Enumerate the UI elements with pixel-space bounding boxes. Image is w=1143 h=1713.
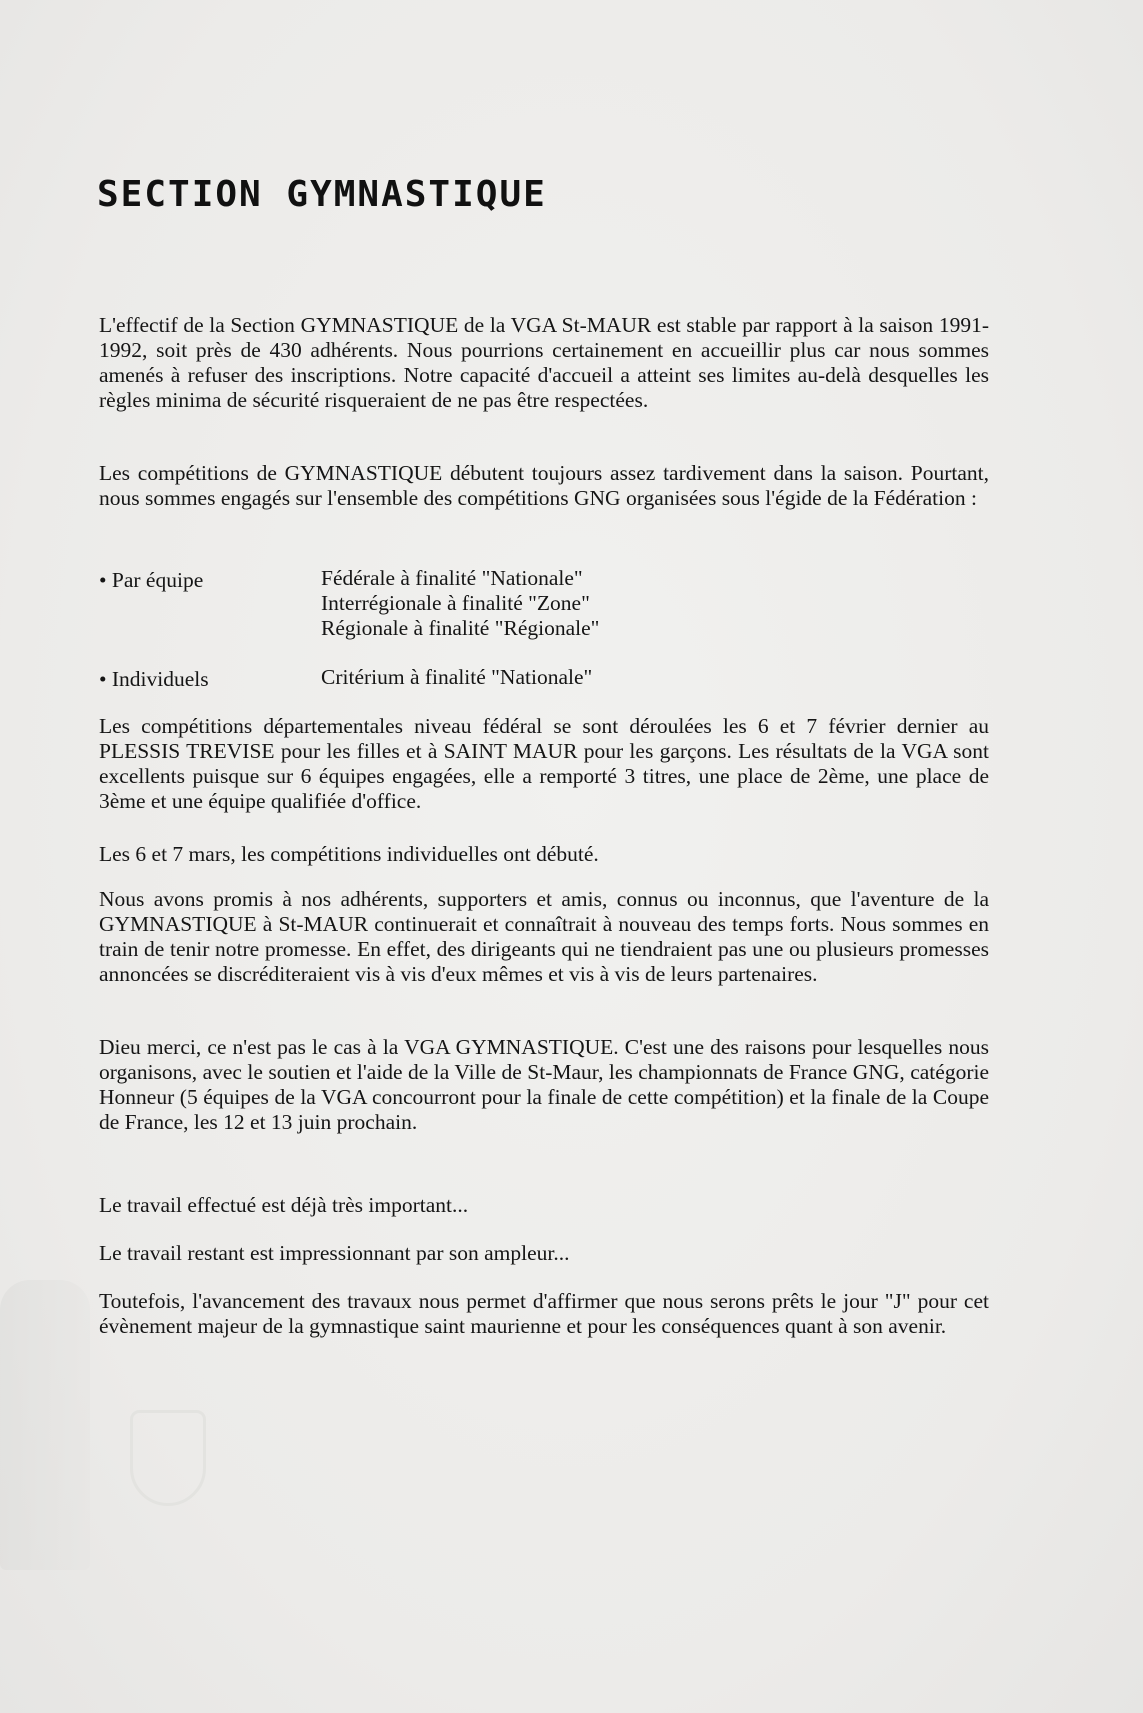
show-through-bottle-illustration [0,1280,90,1570]
paragraph-promise: Nous avons promis à nos adhérents, supporters et amis, connus ou inconnus, que l'aventure de la GYMNASTIQUE à St-MAUR continuerait et connaîtrait à nouveau des temps forts. Nous sommes en train de tenir notre promesse. En effet, des dirigeants qui ne tiendraient pas une ou plusieurs promesses annoncées se discréditeraient vis à vis d'eux mêmes et vis à vis de leurs partenaires. [99,887,989,986]
paragraph-conclusion: Toutefois, l'avancement des travaux nous permet d'affirmer que nous serons prêts le jour "J" pour cet évènement majeur de la gymnastique saint maurienne et pour les conséquences quant à son avenir. [99,1289,989,1338]
competition-item: Fédérale à finalité "Nationale" [321,566,583,590]
competition-items [321,566,599,641]
competition-item: Interrégionale à finalité "Zone" [321,591,590,615]
competition-items [321,665,592,690]
paragraph-competitions-intro: Les compétitions de GYMNASTIQUE débutent toujours assez tardivement dans la saison. Pourtant, nous sommes engagés sur l'ensemble des compétitions GNG organisées sous l'égide de la Fédération : [99,461,989,510]
paragraph-work-done: Le travail effectué est déjà très important... [99,1193,469,1217]
paragraph-effectif: L'effectif de la Section GYMNASTIQUE de la VGA St-MAUR est stable par rapport à la saison 1991-1992, soit près de 430 adhérents. Nous pourrions certainement en accueillir plus car nous sommes amenés à refuser des inscriptions. Notre capacité d'accueil a atteint ses limites au-delà desquelles les règles minima de sécurité risqueraient de ne pas être respectées. [99,313,989,412]
paragraph-results: Les compétitions départementales niveau fédéral se sont déroulées les 6 et 7 février dernier au PLESSIS TREVISE pour les filles et à SAINT MAUR pour les garçons. Les résultats de la VGA sont excellents puisque sur 6 équipes engagées, elle a remporté 3 titres, une place de 2ème, une place de 3ème et une équipe qualifiée d'office. [99,714,989,813]
competition-category: • Par équipe [99,568,204,592]
competition-item: Régionale à finalité "Régionale" [321,616,600,640]
competition-category: • Individuels [99,667,209,691]
paragraph-individual-start: Les 6 et 7 mars, les compétitions individuelles ont débuté. [99,842,599,866]
show-through-glass-illustration [130,1410,206,1506]
competition-item: Critérium à finalité "Nationale" [321,665,593,689]
paragraph-championships: Dieu merci, ce n'est pas le cas à la VGA GYMNASTIQUE. C'est une des raisons pour lesquelles nous organisons, avec le soutien et l'aide de la Ville de St-Maur, les championnats de France GNG, catégorie Honneur (5 équipes de la VGA concourront pour la finale de cette compétition) et la finale de la Coupe de France, les 12 et 13 juin prochain. [99,1035,989,1134]
paragraph-work-remaining: Le travail restant est impressionnant par son ampleur... [99,1241,570,1265]
page-title: SECTION GYMNASTIQUE [97,174,547,215]
